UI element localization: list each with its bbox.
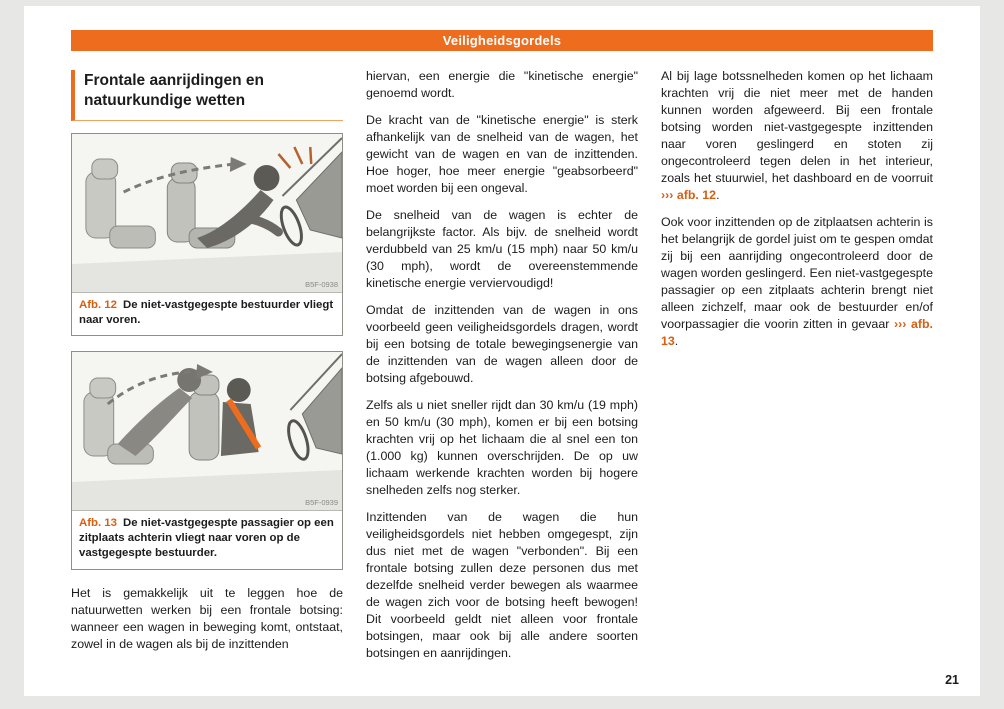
- body-paragraph: Inzittenden van de wagen die hun veiligheidsgordels niet hebben omgegespt, zijn dus niet met de wagen "verbonden". Bij een frontale botsing zullen deze personen dus met dezelfde snelheid verder bewegen als waarmee de wagen zich voor de botsing heeft bewogen! Dit voorbeeld geldt niet alleen voor frontale botsingen, maar ook bij alle andere soorten botsingen en aanrijdingen.: [366, 510, 638, 660]
- paragraph-text: .: [716, 188, 720, 202]
- figure-12-illustration: [72, 134, 342, 293]
- page-header-bar: [71, 30, 933, 51]
- page-header-title: Veiligheidsgordels: [442, 33, 562, 48]
- figure-12-code: B5F-0938: [305, 279, 338, 289]
- body-paragraph: Omdat de inzittenden van de wagen in ons voorbeeld geen veiligheidsgordels dragen, wordt bij een botsing de totale bewegingsenergie van de inzittenden van de wagen alleen door de botsing afgebouwd.: [366, 303, 638, 385]
- figure-12-label: Afb. 12: [79, 299, 117, 312]
- paragraph-text: Al bij lage botssnelheden komen op het lichaam krachten vrij die niet meer met de handen kunnen worden afgeweerd. Bij een frontale botsing worden niet-vastgegespte inzittenden naar voren geslingerd en stoten zij ongecontroleerd tegen delen in het interieur, zoals het stuurwiel, het dashboard en de voorruit: [661, 69, 933, 185]
- car-crash-rear-passenger-drawing: [72, 352, 342, 510]
- figure-13-label: Afb. 13: [79, 517, 117, 530]
- body-paragraph: De kracht van de "kinetische energie" is sterk afhankelijk van de snelheid van de wagen, het gewicht van de wagen en van de inzittenden. Hoe hoger, hoe meer energie "geabsorbeerd" moet worden bij een ongeval.: [366, 113, 638, 195]
- figure-13-code: B5F-0939: [305, 497, 338, 507]
- paragraph-text: Ook voor inzittenden op de zitplaatsen achterin is het belangrijk de gordel juist om te gespen omdat zij bij een aanrijding ongecontroleerd door de wagen worden geslingerd. Een niet-vastgegespte passagier op een zitplaats achterin brengt niet alleen zichzelf, maar ook de bestuurder en/of voorpassagier die voorin zitten in gevaar: [661, 215, 933, 331]
- body-paragraph: [661, 68, 933, 204]
- figure-12: [71, 133, 343, 336]
- body-paragraph: Zelfs als u niet sneller rijdt dan 30 km/u (19 mph) en 50 km/u (30 mph), komen er bij een botsing krachten vrij op het lichaam die al snel een ton (1.000 kg) kunnen overschrijden. De op uw lichaam werkende krachten worden bij hogere snelheden zelfs nog sterker.: [366, 398, 638, 497]
- section-heading: Frontale aanrijdingen en natuurkundige wetten: [71, 70, 343, 121]
- column-middle: [366, 68, 638, 672]
- figure-reference-afb-13: ››› afb. 13: [661, 317, 933, 348]
- body-paragraph: [661, 214, 933, 350]
- figure-12-caption: [72, 293, 342, 335]
- manual-page: [24, 6, 980, 696]
- figure-13-caption: [72, 511, 342, 568]
- car-crash-unbelted-driver-drawing: [72, 134, 342, 292]
- figure-13: [71, 351, 343, 569]
- body-paragraph: hiervan, een energie die "kinetische energie" genoemd wordt.: [366, 69, 638, 100]
- column-right: [661, 68, 933, 672]
- paragraph-text: .: [674, 334, 679, 348]
- body-paragraph: De snelheid van de wagen is echter de belangrijkste factor. Als bijv. de snelheid wordt verdubbeld van 25 km/u (15 mph) naar 50 km/u (30 mph), wordt de overeenstemmende kinetische energie verviervoudigd!: [366, 208, 638, 290]
- page-content: [71, 68, 933, 672]
- figure-13-illustration: [72, 352, 342, 511]
- column-left: [71, 68, 343, 672]
- figure-reference-afb-12: ››› afb. 12: [661, 188, 717, 202]
- body-paragraph-left: Het is gemakkelijk uit te leggen hoe de natuurwetten werken bij een frontale botsing: wanneer een wagen in beweging komt, ontstaat, zowel in de wagen als bij de inzittenden: [71, 585, 343, 651]
- page-number: 21: [945, 673, 959, 687]
- figure-12-caption-text: De niet-vastgegespte bestuurder vliegt naar voren.: [79, 299, 334, 327]
- figure-13-caption-text: De niet-vastgegespte passagier op een zitplaats achterin vliegt naar voren op de vastgegespte bestuurder.: [79, 517, 334, 560]
